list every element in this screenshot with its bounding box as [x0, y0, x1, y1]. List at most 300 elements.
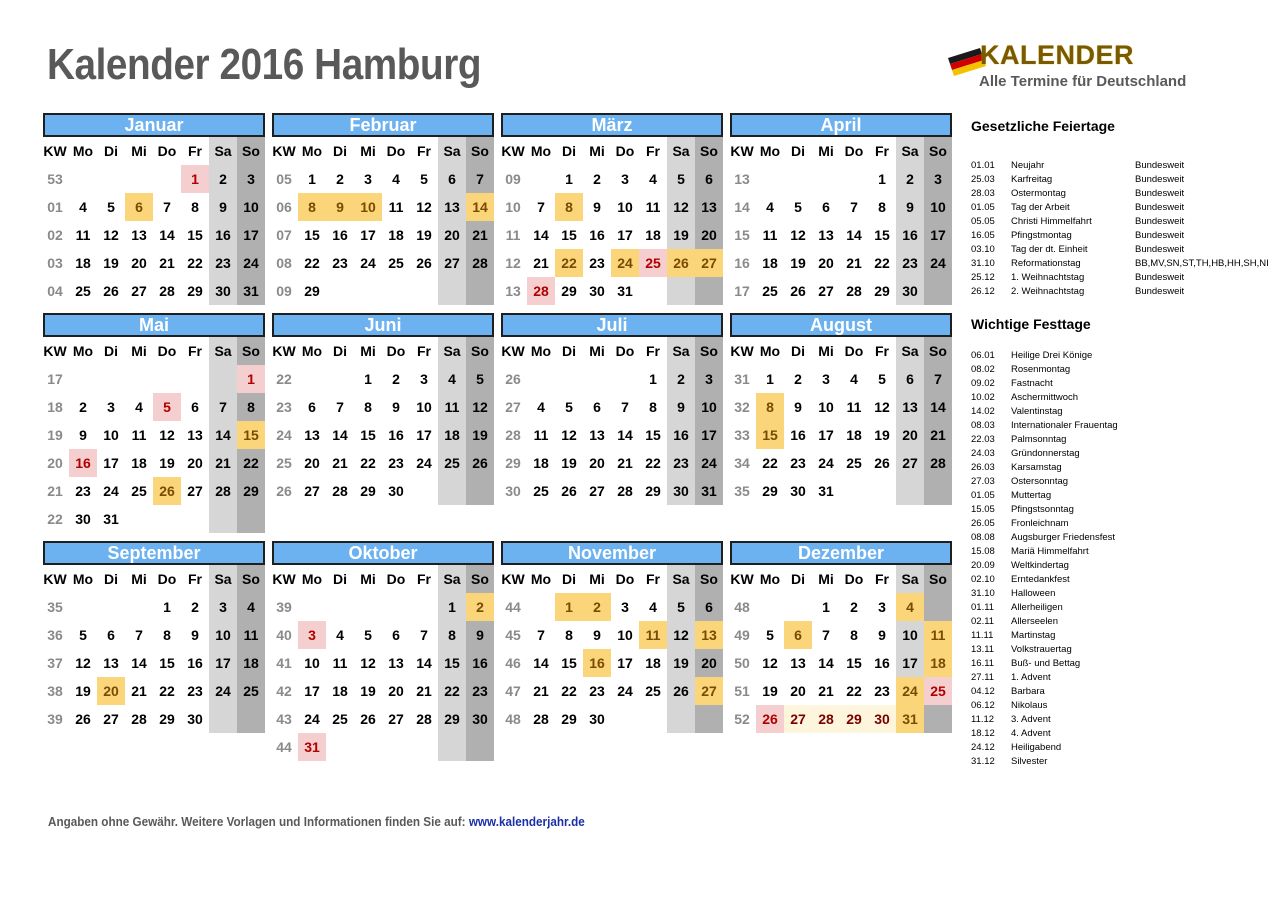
day-cell[interactable]: 1 — [448, 599, 456, 615]
day-cell[interactable]: 2 — [906, 171, 914, 187]
day-cell[interactable]: 7 — [822, 627, 830, 643]
day-cell[interactable]: 5 — [107, 199, 115, 215]
day-cell[interactable]: 6 — [392, 627, 400, 643]
day-cell[interactable]: 4 — [537, 399, 545, 415]
day-cell[interactable]: 29 — [159, 711, 175, 727]
day-cell[interactable]: 6 — [784, 621, 812, 649]
day-cell[interactable]: 10 — [416, 399, 432, 415]
day-cell[interactable]: 28 — [131, 711, 147, 727]
day-cell[interactable]: 21 — [846, 255, 862, 271]
day-cell[interactable]: 2 — [677, 371, 685, 387]
day-cell[interactable]: 16 — [589, 227, 605, 243]
day-cell[interactable]: 11 — [924, 621, 952, 649]
day-cell[interactable]: 2 — [583, 593, 611, 621]
day-cell[interactable]: 28 — [846, 283, 862, 299]
day-cell[interactable]: 11 — [75, 227, 91, 243]
day-cell[interactable]: 29 — [304, 283, 320, 299]
day-cell[interactable]: 22 — [762, 455, 778, 471]
day-cell[interactable]: 23 — [187, 683, 203, 699]
day-cell[interactable]: 14 — [533, 227, 549, 243]
day-cell[interactable]: 13 — [790, 655, 806, 671]
day-cell[interactable]: 22 — [159, 683, 175, 699]
day-cell[interactable]: 22 — [360, 455, 376, 471]
day-cell[interactable]: 31 — [298, 733, 326, 761]
day-cell[interactable]: 19 — [561, 455, 577, 471]
day-cell[interactable]: 14 — [846, 227, 862, 243]
day-cell[interactable]: 14 — [533, 655, 549, 671]
day-cell[interactable]: 14 — [416, 655, 432, 671]
day-cell[interactable]: 29 — [645, 483, 661, 499]
day-cell[interactable]: 2 — [336, 171, 344, 187]
day-cell[interactable]: 23 — [388, 455, 404, 471]
day-cell[interactable]: 23 — [332, 255, 348, 271]
day-cell[interactable]: 4 — [247, 599, 255, 615]
day-cell[interactable]: 18 — [645, 227, 661, 243]
day-cell[interactable]: 23 — [215, 255, 231, 271]
day-cell[interactable]: 5 — [153, 393, 181, 421]
day-cell[interactable]: 22 — [846, 683, 862, 699]
day-cell[interactable]: 7 — [621, 399, 629, 415]
day-cell[interactable]: 12 — [103, 227, 119, 243]
day-cell[interactable]: 6 — [308, 399, 316, 415]
day-cell[interactable]: 16 — [583, 649, 611, 677]
day-cell[interactable]: 14 — [215, 427, 231, 443]
day-cell[interactable]: 14 — [818, 655, 834, 671]
day-cell[interactable]: 2 — [219, 171, 227, 187]
day-cell[interactable]: 7 — [537, 199, 545, 215]
day-cell[interactable]: 18 — [243, 655, 259, 671]
day-cell[interactable]: 25 — [444, 455, 460, 471]
day-cell[interactable]: 18 — [533, 455, 549, 471]
day-cell[interactable]: 22 — [243, 455, 259, 471]
day-cell[interactable]: 26 — [153, 477, 181, 505]
day-cell[interactable]: 9 — [219, 199, 227, 215]
day-cell[interactable]: 19 — [360, 683, 376, 699]
day-cell[interactable]: 12 — [762, 655, 778, 671]
day-cell[interactable]: 17 — [243, 227, 259, 243]
day-cell[interactable]: 9 — [326, 193, 354, 221]
day-cell[interactable]: 1 — [163, 599, 171, 615]
day-cell[interactable]: 10 — [930, 199, 946, 215]
day-cell[interactable]: 25 — [533, 483, 549, 499]
day-cell[interactable]: 4 — [850, 371, 858, 387]
day-cell[interactable]: 30 — [902, 283, 918, 299]
day-cell[interactable]: 25 — [846, 455, 862, 471]
day-cell[interactable]: 4 — [649, 599, 657, 615]
day-cell[interactable]: 21 — [617, 455, 633, 471]
day-cell[interactable]: 13 — [695, 621, 723, 649]
day-cell[interactable]: 8 — [163, 627, 171, 643]
day-cell[interactable]: 7 — [850, 199, 858, 215]
day-cell[interactable]: 28 — [215, 483, 231, 499]
day-cell[interactable]: 14 — [131, 655, 147, 671]
day-cell[interactable]: 2 — [79, 399, 87, 415]
day-cell[interactable]: 3 — [878, 599, 886, 615]
day-cell[interactable]: 12 — [561, 427, 577, 443]
day-cell[interactable]: 25 — [762, 283, 778, 299]
day-cell[interactable]: 25 — [639, 249, 667, 277]
day-cell[interactable]: 13 — [131, 227, 147, 243]
day-cell[interactable]: 7 — [135, 627, 143, 643]
day-cell[interactable]: 3 — [219, 599, 227, 615]
day-cell[interactable]: 8 — [247, 399, 255, 415]
day-cell[interactable]: 6 — [593, 399, 601, 415]
day-cell[interactable]: 28 — [533, 711, 549, 727]
day-cell[interactable]: 21 — [131, 683, 147, 699]
day-cell[interactable]: 31 — [103, 511, 119, 527]
day-cell[interactable]: 2 — [794, 371, 802, 387]
day-cell[interactable]: 21 — [472, 227, 488, 243]
day-cell[interactable]: 27 — [444, 255, 460, 271]
day-cell[interactable]: 23 — [472, 683, 488, 699]
day-cell[interactable]: 4 — [79, 199, 87, 215]
day-cell[interactable]: 9 — [191, 627, 199, 643]
day-cell[interactable]: 29 — [360, 483, 376, 499]
day-cell[interactable]: 24 — [896, 677, 924, 705]
day-cell[interactable]: 20 — [701, 655, 717, 671]
day-cell[interactable]: 8 — [298, 193, 326, 221]
day-cell[interactable]: 28 — [930, 455, 946, 471]
day-cell[interactable]: 17 — [617, 227, 633, 243]
day-cell[interactable]: 12 — [472, 399, 488, 415]
day-cell[interactable]: 2 — [392, 371, 400, 387]
day-cell[interactable]: 2 — [191, 599, 199, 615]
day-cell[interactable]: 1 — [766, 371, 774, 387]
day-cell[interactable]: 12 — [416, 199, 432, 215]
day-cell[interactable]: 3 — [822, 371, 830, 387]
day-cell[interactable]: 1 — [237, 365, 265, 393]
day-cell[interactable]: 2 — [466, 593, 494, 621]
day-cell[interactable]: 31 — [243, 283, 259, 299]
day-cell[interactable]: 16 — [874, 655, 890, 671]
day-cell[interactable]: 13 — [388, 655, 404, 671]
day-cell[interactable]: 1 — [878, 171, 886, 187]
day-cell[interactable]: 16 — [332, 227, 348, 243]
day-cell[interactable]: 3 — [247, 171, 255, 187]
day-cell[interactable]: 22 — [444, 683, 460, 699]
day-cell[interactable]: 30 — [187, 711, 203, 727]
day-cell[interactable]: 17 — [818, 427, 834, 443]
day-cell[interactable]: 8 — [191, 199, 199, 215]
day-cell[interactable]: 20 — [444, 227, 460, 243]
day-cell[interactable]: 8 — [756, 393, 784, 421]
day-cell[interactable]: 10 — [617, 627, 633, 643]
day-cell[interactable]: 30 — [589, 283, 605, 299]
day-cell[interactable]: 30 — [790, 483, 806, 499]
day-cell[interactable]: 6 — [705, 171, 713, 187]
day-cell[interactable]: 30 — [388, 483, 404, 499]
day-cell[interactable]: 6 — [125, 193, 153, 221]
day-cell[interactable]: 9 — [878, 627, 886, 643]
day-cell[interactable]: 26 — [103, 283, 119, 299]
day-cell[interactable]: 13 — [304, 427, 320, 443]
day-cell[interactable]: 8 — [565, 627, 573, 643]
day-cell[interactable]: 12 — [874, 399, 890, 415]
day-cell[interactable]: 21 — [818, 683, 834, 699]
day-cell[interactable]: 21 — [159, 255, 175, 271]
day-cell[interactable]: 20 — [902, 427, 918, 443]
day-cell[interactable]: 17 — [304, 683, 320, 699]
day-cell[interactable]: 26 — [561, 483, 577, 499]
day-cell[interactable]: 10 — [902, 627, 918, 643]
day-cell[interactable]: 6 — [448, 171, 456, 187]
day-cell[interactable]: 25 — [388, 255, 404, 271]
day-cell[interactable]: 16 — [902, 227, 918, 243]
day-cell[interactable]: 7 — [934, 371, 942, 387]
day-cell[interactable]: 11 — [388, 199, 404, 215]
day-cell[interactable]: 5 — [677, 599, 685, 615]
day-cell[interactable]: 13 — [818, 227, 834, 243]
day-cell[interactable]: 26 — [874, 455, 890, 471]
day-cell[interactable]: 22 — [187, 255, 203, 271]
day-cell[interactable]: 10 — [215, 627, 231, 643]
day-cell[interactable]: 3 — [420, 371, 428, 387]
day-cell[interactable]: 19 — [762, 683, 778, 699]
day-cell[interactable]: 20 — [97, 677, 125, 705]
day-cell[interactable]: 30 — [75, 511, 91, 527]
day-cell[interactable]: 5 — [794, 199, 802, 215]
day-cell[interactable]: 5 — [79, 627, 87, 643]
day-cell[interactable]: 11 — [846, 399, 862, 415]
day-cell[interactable]: 6 — [107, 627, 115, 643]
day-cell[interactable]: 17 — [215, 655, 231, 671]
day-cell[interactable]: 25 — [332, 711, 348, 727]
day-cell[interactable]: 19 — [874, 427, 890, 443]
day-cell[interactable]: 5 — [766, 627, 774, 643]
day-cell[interactable]: 21 — [533, 255, 549, 271]
day-cell[interactable]: 21 — [930, 427, 946, 443]
day-cell[interactable]: 7 — [420, 627, 428, 643]
day-cell[interactable]: 6 — [191, 399, 199, 415]
day-cell[interactable]: 15 — [187, 227, 203, 243]
day-cell[interactable]: 22 — [555, 249, 583, 277]
day-cell[interactable]: 18 — [645, 655, 661, 671]
day-cell[interactable]: 16 — [388, 427, 404, 443]
day-cell[interactable]: 30 — [472, 711, 488, 727]
day-cell[interactable]: 5 — [677, 171, 685, 187]
day-cell[interactable]: 23 — [874, 683, 890, 699]
day-cell[interactable]: 30 — [868, 705, 896, 733]
day-cell[interactable]: 2 — [593, 171, 601, 187]
day-cell[interactable]: 6 — [822, 199, 830, 215]
day-cell[interactable]: 10 — [243, 199, 259, 215]
day-cell[interactable]: 19 — [472, 427, 488, 443]
day-cell[interactable]: 26 — [416, 255, 432, 271]
day-cell[interactable]: 14 — [617, 427, 633, 443]
day-cell[interactable]: 15 — [159, 655, 175, 671]
day-cell[interactable]: 1 — [649, 371, 657, 387]
day-cell[interactable]: 18 — [762, 255, 778, 271]
day-cell[interactable]: 17 — [701, 427, 717, 443]
day-cell[interactable]: 22 — [874, 255, 890, 271]
day-cell[interactable]: 16 — [472, 655, 488, 671]
day-cell[interactable]: 24 — [611, 249, 639, 277]
day-cell[interactable]: 19 — [103, 255, 119, 271]
day-cell[interactable]: 25 — [243, 683, 259, 699]
day-cell[interactable]: 14 — [466, 193, 494, 221]
day-cell[interactable]: 13 — [902, 399, 918, 415]
day-cell[interactable]: 29 — [187, 283, 203, 299]
day-cell[interactable]: 27 — [695, 249, 723, 277]
day-cell[interactable]: 23 — [790, 455, 806, 471]
day-cell[interactable]: 28 — [617, 483, 633, 499]
day-cell[interactable]: 18 — [75, 255, 91, 271]
day-cell[interactable]: 20 — [790, 683, 806, 699]
day-cell[interactable]: 7 — [336, 399, 344, 415]
day-cell[interactable]: 3 — [705, 371, 713, 387]
day-cell[interactable]: 12 — [75, 655, 91, 671]
day-cell[interactable]: 26 — [75, 711, 91, 727]
day-cell[interactable]: 27 — [695, 677, 723, 705]
day-cell[interactable]: 29 — [444, 711, 460, 727]
day-cell[interactable]: 27 — [304, 483, 320, 499]
day-cell[interactable]: 28 — [159, 283, 175, 299]
day-cell[interactable]: 20 — [388, 683, 404, 699]
day-cell[interactable]: 27 — [902, 455, 918, 471]
day-cell[interactable]: 8 — [448, 627, 456, 643]
day-cell[interactable]: 24 — [930, 255, 946, 271]
day-cell[interactable]: 13 — [103, 655, 119, 671]
day-cell[interactable]: 15 — [874, 227, 890, 243]
day-cell[interactable]: 21 — [215, 455, 231, 471]
day-cell[interactable]: 31 — [818, 483, 834, 499]
day-cell[interactable]: 15 — [756, 421, 784, 449]
day-cell[interactable]: 15 — [561, 227, 577, 243]
day-cell[interactable]: 10 — [354, 193, 382, 221]
day-cell[interactable]: 11 — [639, 621, 667, 649]
day-cell[interactable]: 24 — [617, 683, 633, 699]
day-cell[interactable]: 24 — [360, 255, 376, 271]
day-cell[interactable]: 4 — [649, 171, 657, 187]
day-cell[interactable]: 28 — [472, 255, 488, 271]
day-cell[interactable]: 9 — [79, 427, 87, 443]
day-cell[interactable]: 24 — [818, 455, 834, 471]
day-cell[interactable]: 19 — [673, 655, 689, 671]
day-cell[interactable]: 18 — [332, 683, 348, 699]
day-cell[interactable]: 16 — [187, 655, 203, 671]
day-cell[interactable]: 1 — [181, 165, 209, 193]
day-cell[interactable]: 22 — [561, 683, 577, 699]
day-cell[interactable]: 16 — [215, 227, 231, 243]
day-cell[interactable]: 20 — [304, 455, 320, 471]
day-cell[interactable]: 7 — [163, 199, 171, 215]
day-cell[interactable]: 11 — [243, 627, 259, 643]
day-cell[interactable]: 17 — [930, 227, 946, 243]
day-cell[interactable]: 8 — [878, 199, 886, 215]
day-cell[interactable]: 19 — [159, 455, 175, 471]
day-cell[interactable]: 27 — [131, 283, 147, 299]
day-cell[interactable]: 17 — [360, 227, 376, 243]
day-cell[interactable]: 25 — [924, 677, 952, 705]
day-cell[interactable]: 9 — [593, 627, 601, 643]
day-cell[interactable]: 4 — [896, 593, 924, 621]
day-cell[interactable]: 20 — [701, 227, 717, 243]
day-cell[interactable]: 4 — [392, 171, 400, 187]
day-cell[interactable]: 31 — [896, 705, 924, 733]
day-cell[interactable]: 1 — [308, 171, 316, 187]
day-cell[interactable]: 14 — [930, 399, 946, 415]
day-cell[interactable]: 19 — [673, 227, 689, 243]
day-cell[interactable]: 16 — [673, 427, 689, 443]
day-cell[interactable]: 23 — [589, 683, 605, 699]
day-cell[interactable]: 29 — [561, 283, 577, 299]
day-cell[interactable]: 29 — [874, 283, 890, 299]
day-cell[interactable]: 4 — [336, 627, 344, 643]
day-cell[interactable]: 12 — [673, 627, 689, 643]
day-cell[interactable]: 26 — [756, 705, 784, 733]
day-cell[interactable]: 20 — [818, 255, 834, 271]
day-cell[interactable]: 1 — [364, 371, 372, 387]
day-cell[interactable]: 29 — [762, 483, 778, 499]
day-cell[interactable]: 11 — [533, 427, 549, 443]
day-cell[interactable]: 29 — [243, 483, 259, 499]
day-cell[interactable]: 25 — [131, 483, 147, 499]
day-cell[interactable]: 4 — [766, 199, 774, 215]
day-cell[interactable]: 28 — [527, 277, 555, 305]
day-cell[interactable]: 5 — [878, 371, 886, 387]
day-cell[interactable]: 9 — [476, 627, 484, 643]
day-cell[interactable]: 8 — [555, 193, 583, 221]
day-cell[interactable]: 10 — [617, 199, 633, 215]
day-cell[interactable]: 31 — [617, 283, 633, 299]
day-cell[interactable]: 6 — [705, 599, 713, 615]
day-cell[interactable]: 5 — [476, 371, 484, 387]
day-cell[interactable]: 27 — [388, 711, 404, 727]
day-cell[interactable]: 20 — [589, 455, 605, 471]
day-cell[interactable]: 26 — [472, 455, 488, 471]
day-cell[interactable]: 19 — [416, 227, 432, 243]
day-cell[interactable]: 19 — [790, 255, 806, 271]
day-cell[interactable]: 17 — [902, 655, 918, 671]
day-cell[interactable]: 19 — [75, 683, 91, 699]
day-cell[interactable]: 23 — [902, 255, 918, 271]
day-cell[interactable]: 12 — [360, 655, 376, 671]
day-cell[interactable]: 11 — [645, 199, 661, 215]
day-cell[interactable]: 9 — [392, 399, 400, 415]
day-cell[interactable]: 15 — [304, 227, 320, 243]
day-cell[interactable]: 12 — [790, 227, 806, 243]
day-cell[interactable]: 15 — [561, 655, 577, 671]
day-cell[interactable]: 20 — [131, 255, 147, 271]
day-cell[interactable]: 3 — [107, 399, 115, 415]
day-cell[interactable]: 15 — [444, 655, 460, 671]
day-cell[interactable]: 14 — [332, 427, 348, 443]
day-cell[interactable]: 3 — [298, 621, 326, 649]
day-cell[interactable]: 28 — [332, 483, 348, 499]
day-cell[interactable]: 30 — [215, 283, 231, 299]
day-cell[interactable]: 24 — [304, 711, 320, 727]
day-cell[interactable]: 8 — [850, 627, 858, 643]
day-cell[interactable]: 5 — [565, 399, 573, 415]
day-cell[interactable]: 8 — [649, 399, 657, 415]
day-cell[interactable]: 30 — [589, 711, 605, 727]
day-cell[interactable]: 27 — [784, 705, 812, 733]
day-cell[interactable]: 7 — [537, 627, 545, 643]
day-cell[interactable]: 4 — [448, 371, 456, 387]
day-cell[interactable]: 21 — [533, 683, 549, 699]
day-cell[interactable]: 22 — [304, 255, 320, 271]
day-cell[interactable]: 10 — [818, 399, 834, 415]
day-cell[interactable]: 29 — [561, 711, 577, 727]
day-cell[interactable]: 13 — [589, 427, 605, 443]
day-cell[interactable]: 27 — [187, 483, 203, 499]
day-cell[interactable]: 8 — [364, 399, 372, 415]
day-cell[interactable]: 5 — [420, 171, 428, 187]
day-cell[interactable]: 17 — [103, 455, 119, 471]
day-cell[interactable]: 12 — [673, 199, 689, 215]
day-cell[interactable]: 3 — [364, 171, 372, 187]
day-cell[interactable]: 24 — [701, 455, 717, 471]
